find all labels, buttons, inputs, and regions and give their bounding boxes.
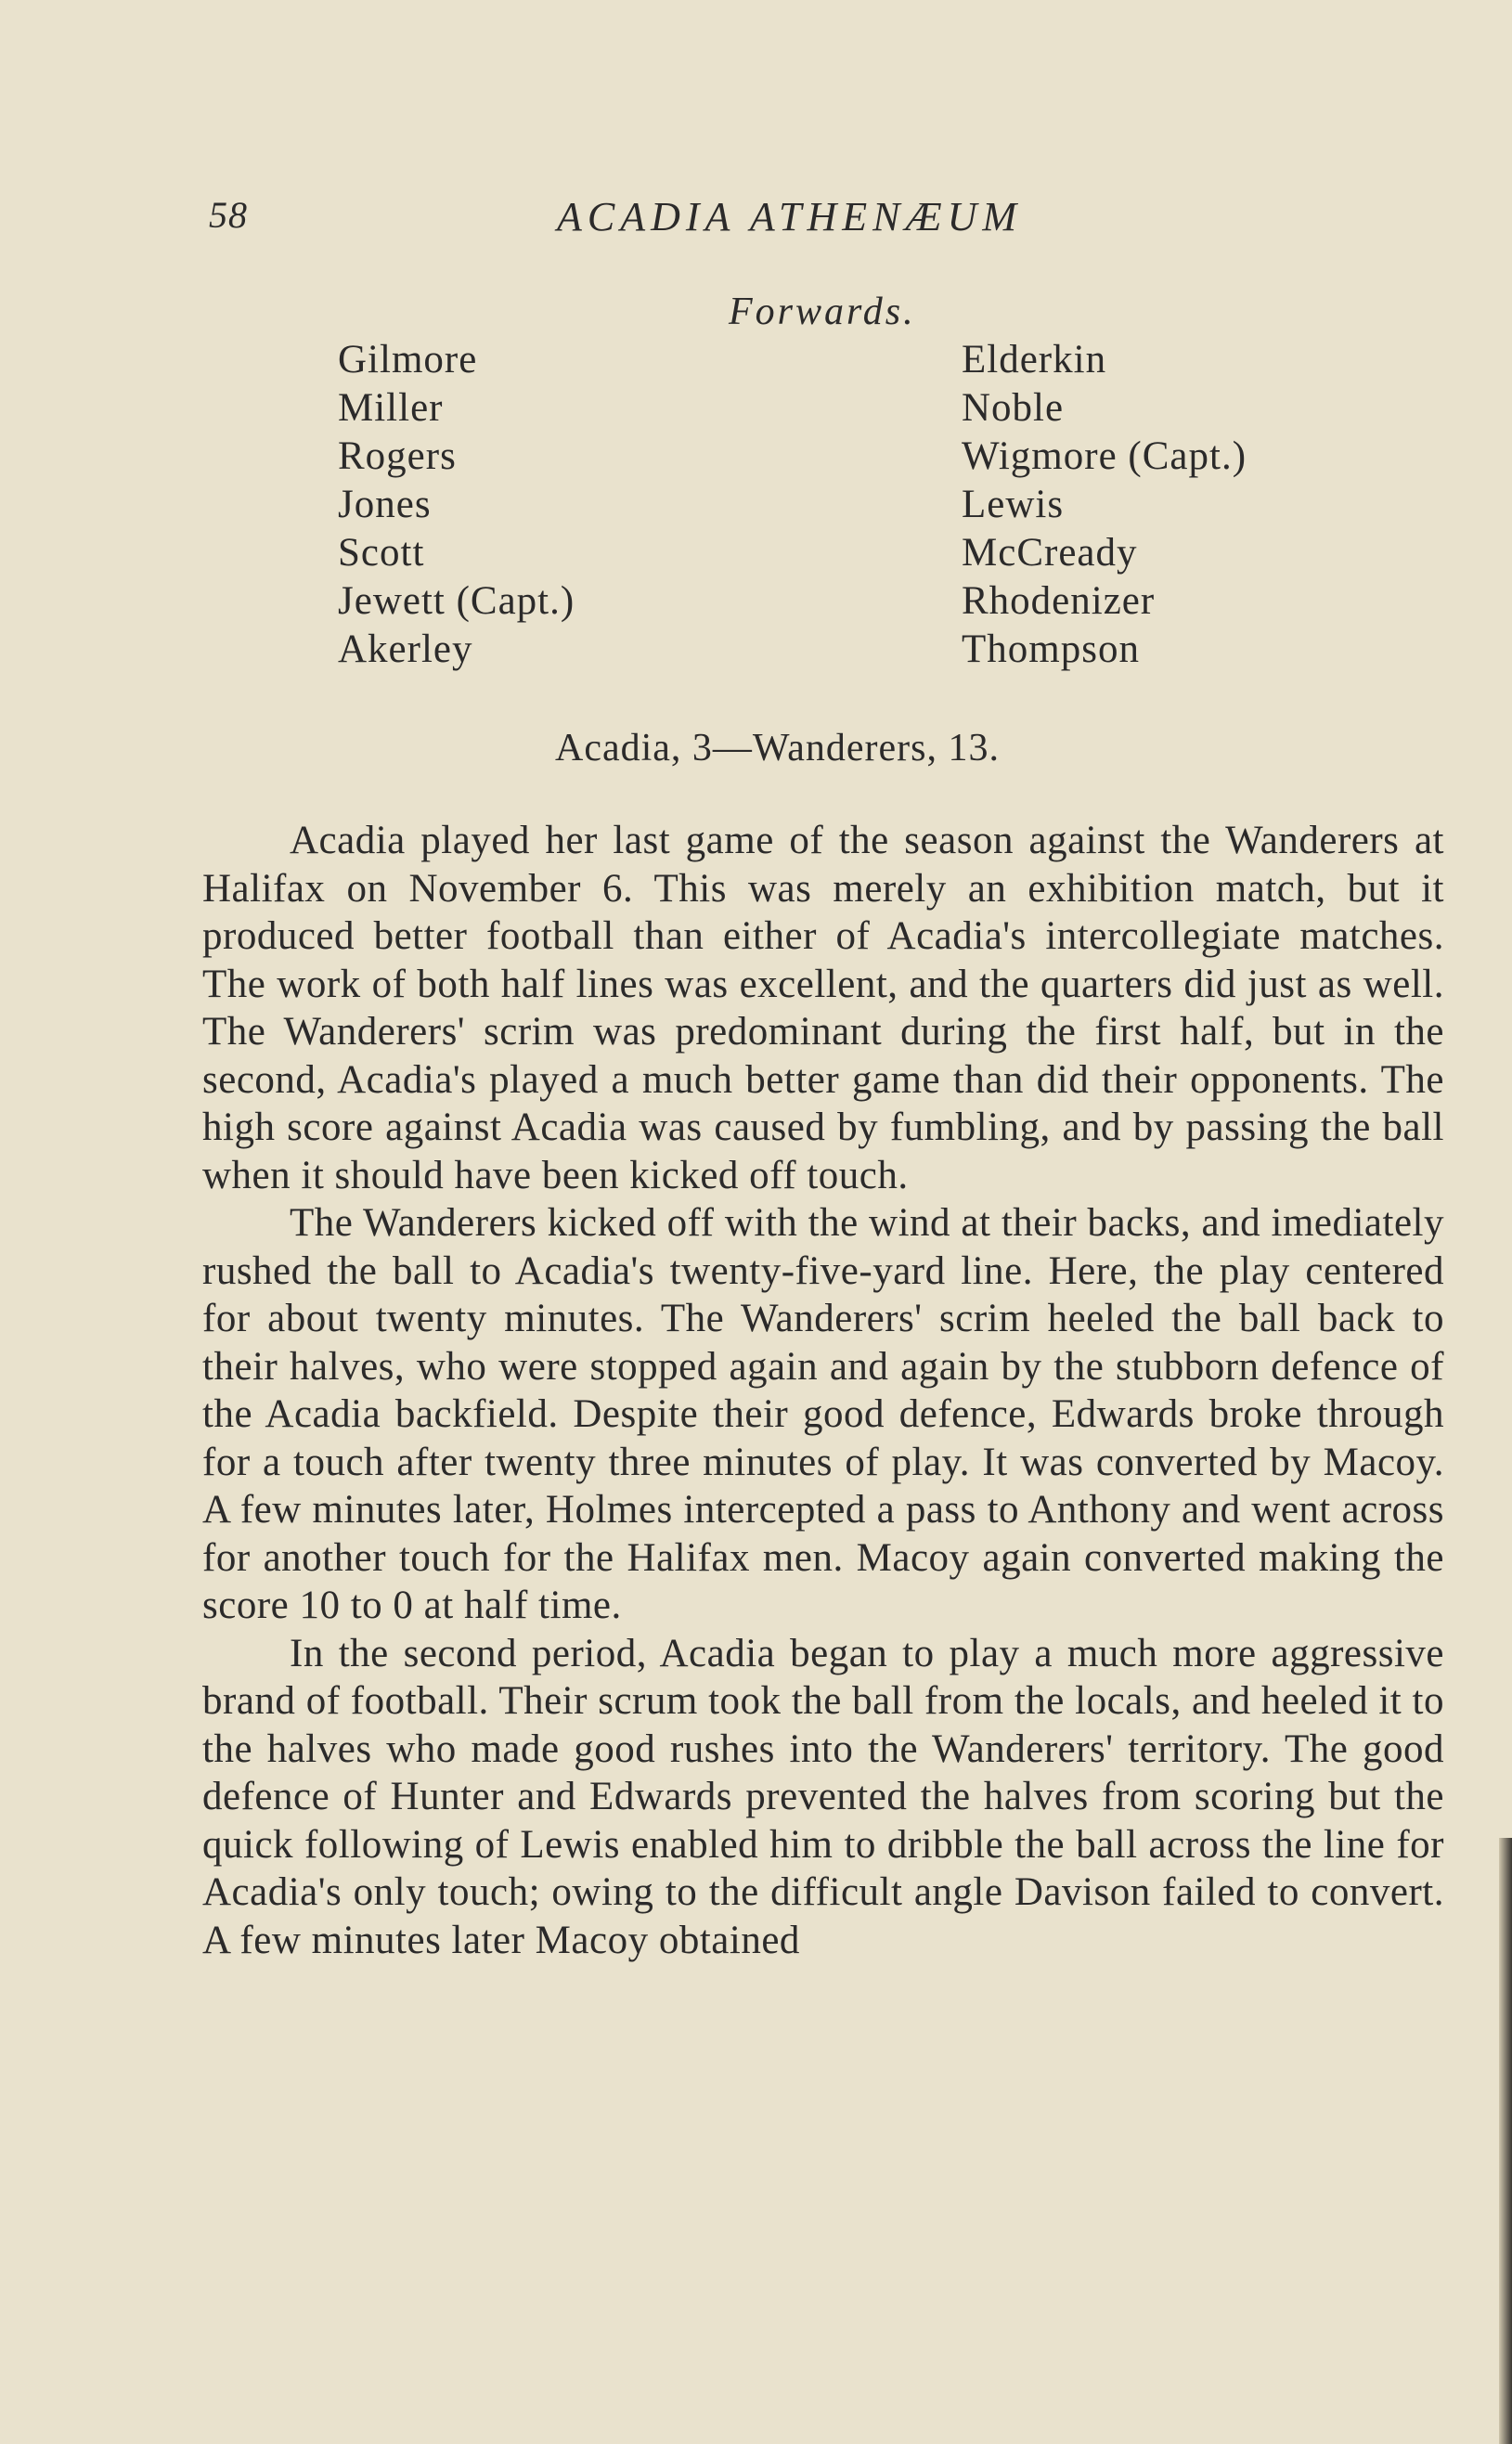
paragraph: The Wanderers kicked off with the wind at their backs, and imediately rushed the ball to Acadia's twenty-five-yard line. Here, the play centered for about twenty minutes. The Wanderers' scrim heeled the ball back to their halves, who were stopped again and again by the stubborn defence of the Acadia backfield. Despite their good defence, Edwards broke through for a touch after twenty three minutes of play. It was converted by Macoy. A few minutes later, Holmes intercepted a pass to Anthony and went across for another touch for the Halifax men. Macoy again converted making the score 10 to 0 at half time. xyxy=(202,1201,1444,1627)
paragraph: Acadia played her last game of the season against the Wanderers at Halifax on November 6. This was merely an exhibition match, but it produced better football than either of Acadia's intercollegiate matches. The work of both half lines was excellent, and the quarters did just as well. The Wanderers' scrim was predominant during the first half, but in the second, Acadia's played a much better game than did their opponents. The high score against Acadia was caused by fumbling, and by passing the ball when it should have been kicked off touch. xyxy=(202,819,1444,1197)
score-line: Acadia, 3—Wanderers, 13. xyxy=(555,727,1000,769)
roster-section-label: Forwards. xyxy=(729,291,916,333)
roster-name: Rhodenizer xyxy=(962,579,1156,623)
roster-right-column xyxy=(962,336,1247,674)
roster-name: Rogers xyxy=(338,434,457,478)
roster-name: Wigmore (Capt.) xyxy=(962,434,1247,478)
paragraph: In the second period, Acadia began to play a much more aggressive brand of football. Their scrum took the ball from the locals, and heeled it to the halves who made good rushes into the Wanderers' territory. The good defence of Hunter and Edwards prevented the halves from scoring but the quick following of Lewis enabled him to dribble the ball across the line for Acadia's only touch; owing to the difficult angle Davison failed to convert. A few minutes later Macoy obtained xyxy=(202,1631,1444,1962)
page-edge-shadow xyxy=(1499,1838,1512,2444)
roster-name: Akerley xyxy=(338,627,473,671)
roster-name: Noble xyxy=(962,386,1065,430)
roster-name: Jewett (Capt.) xyxy=(338,579,575,623)
roster-name: McCready xyxy=(962,531,1138,575)
article-body xyxy=(202,817,1444,1964)
roster-name: Gilmore xyxy=(338,338,478,381)
roster-name: Elderkin xyxy=(962,338,1107,381)
roster-name: Miller xyxy=(338,386,444,430)
roster-name: Scott xyxy=(338,531,425,575)
roster-name: Jones xyxy=(338,483,432,526)
page-header xyxy=(0,193,1512,249)
roster-name: Thompson xyxy=(962,627,1140,671)
roster-name: Lewis xyxy=(962,483,1065,526)
page-number: 58 xyxy=(209,194,248,236)
running-head: ACADIA ATHENÆUM xyxy=(557,194,1023,239)
roster-left-column xyxy=(338,336,575,674)
